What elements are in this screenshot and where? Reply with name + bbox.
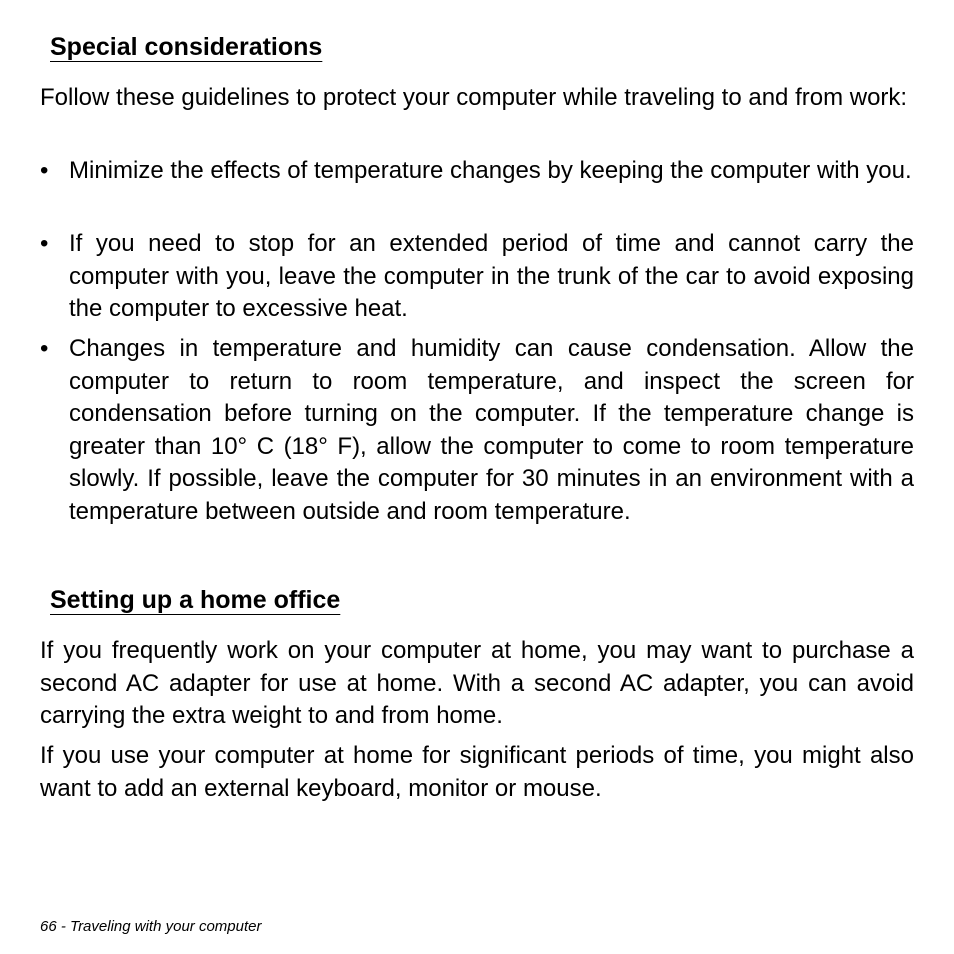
list-item-text: If you need to stop for an extended period of time and cannot carry the computer with you, leave the computer in the trunk of the car to avoid exposing the computer to excessive heat. — [69, 230, 914, 322]
bullet-marker: • — [40, 335, 49, 362]
section-heading-special-considerations: Special considerations — [50, 33, 323, 61]
home-office-paragraph-2: If you use your computer at home for significant periods of time, you might also want to add an external keyboard, monitor or mouse. — [40, 742, 914, 802]
list-item-text: Minimize the effects of temperature changes by keeping the computer with you. — [69, 157, 912, 184]
section-heading-home-office: Setting up a home office — [50, 586, 341, 614]
home-office-paragraph-1: If you frequently work on your computer at home, you may want to purchase a second AC adapter for use at home. With a second AC adapter, you can avoid carrying the extra weight to and from home. — [40, 637, 914, 729]
intro-paragraph: Follow these guidelines to protect your computer while traveling to and from work: — [40, 84, 908, 111]
bullet-marker: • — [40, 230, 49, 257]
page-footer: 66 - Traveling with your computer — [40, 918, 262, 935]
bullet-marker: • — [40, 157, 49, 184]
list-item-text: Changes in temperature and humidity can cause condensation. Allow the computer to return to room temperature, and inspect the screen for condensation before turning on the computer. If the temperature change is greater than 10° C (18° F), allow the computer to come to room temperature slowly. If possible, leave the computer for 30 minutes in an environment with a temperature between outside and room temperature. — [69, 335, 914, 525]
